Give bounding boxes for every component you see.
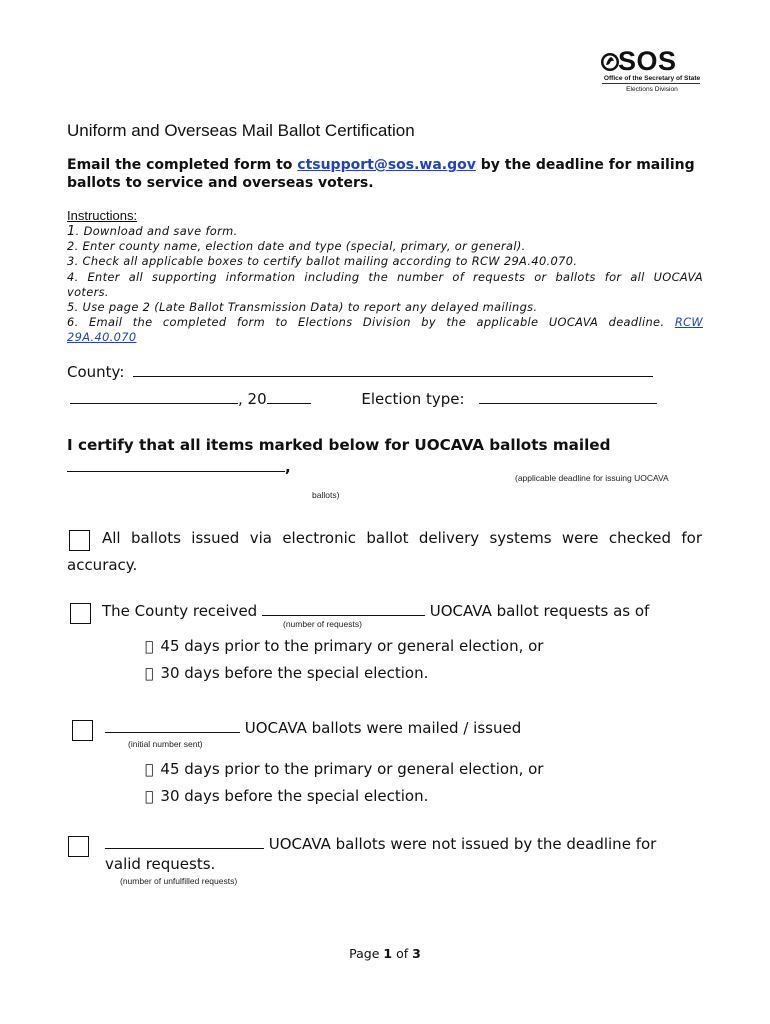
election-year-input[interactable] (267, 389, 311, 404)
of-word: of (392, 946, 413, 961)
deadline-input[interactable] (67, 457, 285, 472)
county-label: County: (67, 363, 125, 381)
instruction-step-6-cont (67, 330, 703, 345)
item2-option-45 (145, 637, 543, 655)
page-title: Uniform and Overseas Mail Ballot Certification (67, 121, 415, 140)
item2-text (102, 601, 649, 620)
option-box-icon[interactable] (145, 762, 153, 778)
election-type-input[interactable] (479, 389, 657, 404)
instruction-step-6-text: 6. Email the completed form to Elections Division by the applicable UOCAVA deadline. (67, 315, 665, 330)
item3-option-30 (145, 787, 428, 805)
item2-option-30-text: 30 days before the special election. (152, 664, 420, 682)
not-issued-checkbox[interactable] (68, 836, 89, 857)
election-type-label: Election type: (361, 390, 465, 408)
item1-text: All ballots issued via electronic ballot delivery systems were checked for (102, 529, 702, 547)
date-row (70, 389, 657, 408)
sos-logo (600, 48, 702, 96)
county-input[interactable] (133, 362, 653, 377)
item4-suffix: UOCAVA ballots were not issued by the deadline for (264, 835, 657, 853)
certify-statement: I certify that all items marked below for UOCAVA ballots mailed (67, 436, 611, 454)
item3-option-45 (145, 760, 543, 778)
instruction-step-1-number: 1 (67, 224, 76, 239)
instruction-step-4: 4. Enter all supporting information including the number of requests or ballots for all UOCAVA (67, 269, 703, 284)
instruction-step-5: 5. Use page 2 (Late Ballot Transmission Data) to report any delayed mailings. (67, 300, 538, 315)
item4-text-cont: valid requests. (105, 855, 216, 873)
requests-count-input[interactable] (262, 601, 425, 616)
item3-option-45-text: 45 days prior to the primary or general election, or (152, 760, 536, 778)
requests-count-note: (number of requests) (283, 619, 362, 629)
current-page: 1 (383, 946, 393, 961)
page-number (0, 946, 770, 961)
election-date-input[interactable] (70, 389, 238, 404)
instructions-heading: Instructions: (67, 208, 138, 223)
logo-divider (602, 83, 700, 84)
item2-suffix: UOCAVA ballot requests as of (424, 602, 650, 620)
instructions-list (67, 224, 703, 346)
page-word: Page (349, 946, 384, 961)
logo-division-text: Elections Division (626, 86, 678, 93)
rcw-link-cont[interactable]: 29A.40.070 (67, 330, 137, 345)
logo-office-text: Office of the Secretary of State (603, 75, 701, 82)
deadline-note: (applicable deadline for issuing UOCAVA (515, 473, 669, 483)
ballots-mailed-checkbox[interactable] (72, 720, 93, 741)
certify-comma: , (285, 458, 291, 476)
ballots-sent-note: (initial number sent) (128, 739, 203, 749)
item2-option-30 (145, 664, 428, 682)
instruction-step-1 (67, 224, 703, 239)
support-email-link[interactable]: ctsupport@sos.wa.gov (297, 157, 476, 173)
option-box-icon[interactable] (145, 789, 153, 805)
rcw-link[interactable]: RCW (674, 315, 703, 330)
unfulfilled-count-note: (number of unfulfilled requests) (120, 876, 238, 886)
email-notice (67, 156, 707, 192)
item1-text-cont: accuracy. (67, 556, 138, 574)
item3-suffix: UOCAVA ballots were mailed / issued (240, 719, 522, 737)
year-prefix: , 20 (238, 390, 267, 408)
instruction-step-2: 2. Enter county name, election date and type (special, primary, or general). (67, 239, 526, 254)
instruction-step-3: 3. Check all applicable boxes to certify ballot mailing according to RCW 29A.40.070. (67, 254, 578, 269)
logo-letters: SOS (618, 46, 677, 76)
electronic-delivery-checkbox[interactable] (69, 530, 90, 551)
item3-option-30-text: 30 days before the special election. (152, 787, 420, 805)
item4-text (105, 834, 656, 853)
instruction-step-1-text: . Download and save form. (75, 224, 238, 238)
deadline-note-cont: ballots) (312, 490, 340, 500)
email-notice-suffix: by the deadline for mailing ballots to service and overseas voters. (67, 157, 695, 191)
requests-received-checkbox[interactable] (70, 603, 91, 624)
item3-text (105, 718, 521, 737)
option-box-icon[interactable] (145, 639, 153, 655)
ballots-sent-input[interactable] (105, 718, 240, 733)
unfulfilled-count-input[interactable] (105, 834, 264, 849)
item2-prefix: The County received (102, 602, 262, 620)
instruction-step-4-cont: voters. (67, 284, 109, 299)
item2-option-45-text: 45 days prior to the primary or general election, or (152, 637, 536, 655)
instruction-step-6 (67, 315, 703, 330)
email-notice-prefix: Email the completed form to (67, 157, 298, 173)
county-row (67, 362, 653, 381)
option-box-icon[interactable] (145, 666, 153, 682)
total-pages: 3 (412, 946, 421, 961)
certify-deadline-row (67, 457, 291, 476)
